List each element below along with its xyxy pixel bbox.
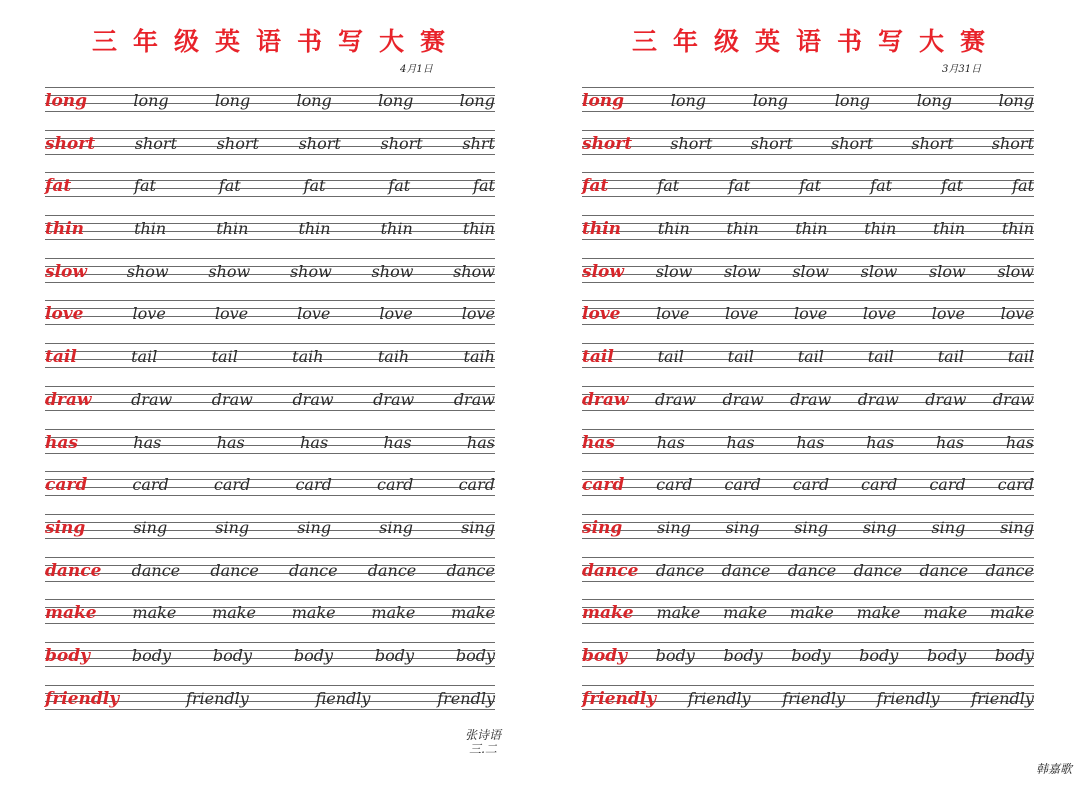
copied-word: fat	[218, 176, 241, 196]
copied-word: has	[133, 432, 162, 452]
practice-row	[582, 382, 1034, 425]
copied-word: slow	[860, 261, 898, 281]
model-word: tail	[582, 347, 614, 368]
copied-word: sing	[133, 517, 168, 537]
copied-word: card	[724, 475, 761, 495]
copied-word: dance	[131, 560, 181, 580]
copied-word: love	[297, 304, 331, 324]
row-words	[45, 213, 495, 243]
copied-word: fat	[473, 176, 495, 196]
row-words	[582, 555, 1034, 585]
copied-word: thin	[1001, 219, 1034, 239]
model-word: short	[45, 133, 96, 154]
practice-row	[582, 296, 1034, 339]
practice-row	[45, 425, 495, 468]
copied-word: body	[994, 645, 1034, 665]
copied-word: fiendly	[315, 688, 371, 708]
copied-word: body	[293, 645, 333, 665]
practice-row	[45, 168, 495, 211]
row-words	[582, 341, 1034, 371]
copied-word: draw	[790, 389, 832, 409]
model-word: draw	[582, 389, 629, 410]
copied-word: dance	[210, 560, 259, 580]
copied-word: short	[670, 133, 713, 153]
copied-word: tail	[211, 347, 238, 367]
copied-word: card	[458, 475, 495, 495]
copied-word: draw	[211, 389, 253, 409]
row-words	[582, 597, 1034, 627]
copied-word: shrt	[462, 133, 495, 153]
row-words	[582, 298, 1034, 328]
copied-word: short	[134, 133, 177, 153]
row-words	[45, 170, 495, 200]
model-word: dance	[582, 560, 639, 581]
copied-word: make	[291, 603, 336, 623]
copied-word: card	[377, 475, 414, 495]
copied-word: short	[750, 133, 793, 153]
model-word: sing	[45, 517, 86, 538]
copied-word: love	[793, 304, 828, 324]
copied-word: slow	[929, 261, 966, 281]
student-signature: 韩嘉歌	[1036, 762, 1073, 776]
model-word: long	[45, 91, 88, 111]
copied-word: sing	[794, 517, 829, 537]
copied-word: friendly	[185, 688, 249, 708]
copied-word: card	[213, 475, 251, 495]
copied-word: love	[725, 304, 759, 324]
copied-word: body	[131, 645, 171, 665]
practice-row	[582, 467, 1034, 510]
copied-word: sing	[1000, 517, 1034, 537]
row-words	[582, 469, 1034, 499]
copied-word: dance	[853, 560, 903, 580]
copied-word: body	[655, 645, 695, 665]
row-words	[582, 384, 1034, 414]
copied-word: make	[212, 603, 256, 623]
model-word: slow	[582, 261, 625, 282]
copied-word: thin	[134, 219, 167, 239]
model-word: short	[582, 133, 633, 154]
copied-word: short	[298, 133, 341, 153]
copied-word: sing	[461, 517, 495, 537]
model-word: make	[45, 603, 97, 624]
copied-word: long	[296, 91, 332, 110]
copied-word: slow	[792, 261, 829, 281]
copied-word: make	[371, 603, 416, 623]
row-words	[582, 256, 1034, 286]
row-words	[582, 170, 1034, 200]
practice-row	[45, 553, 495, 596]
model-word: draw	[45, 389, 92, 410]
copied-word: long	[752, 91, 789, 110]
practice-row	[45, 510, 495, 553]
copied-word: card	[295, 475, 332, 495]
copied-word: thin	[462, 219, 495, 239]
model-word: make	[582, 603, 634, 624]
copied-word: long	[998, 91, 1034, 110]
copied-word: fat	[303, 176, 326, 196]
copied-word: fat	[388, 176, 411, 196]
model-word: has	[582, 432, 615, 453]
copied-word: dance	[655, 560, 705, 580]
copied-word: slow	[724, 261, 761, 281]
copied-word: thin	[216, 219, 249, 239]
row-words	[45, 555, 495, 585]
copied-word: dance	[787, 560, 837, 580]
copied-word: thin	[657, 219, 690, 239]
copied-word: long	[459, 91, 495, 110]
sheet-title: 三年级英语书写大赛	[632, 27, 1002, 56]
copied-word: long	[834, 91, 870, 110]
copied-word: card	[132, 475, 169, 495]
copied-word: love	[931, 304, 966, 324]
model-word: friendly	[582, 688, 657, 709]
practice-row	[582, 339, 1034, 382]
copied-word: long	[916, 91, 952, 110]
copied-word: tail	[131, 347, 158, 367]
sheet-date: 3月31日	[942, 64, 982, 75]
copied-word: thin	[795, 219, 828, 239]
copied-word: thin	[380, 219, 413, 239]
practice-row	[582, 681, 1034, 724]
model-word: tail	[45, 347, 77, 368]
row-words	[45, 384, 495, 414]
copied-word: dance	[721, 560, 771, 580]
practice-row	[45, 126, 495, 169]
copied-word: thin	[933, 219, 966, 239]
student-signature	[465, 728, 501, 756]
copied-word: fat	[728, 176, 751, 196]
copied-word: dance	[985, 560, 1034, 580]
copied-word: draw	[131, 389, 173, 409]
copied-word: love	[379, 304, 413, 324]
copied-word: short	[216, 133, 259, 153]
row-words	[45, 683, 495, 713]
copied-word: make	[132, 603, 177, 623]
copied-word: body	[723, 645, 763, 665]
signature-name: 张诗语	[465, 728, 502, 742]
row-words	[45, 298, 495, 328]
model-word: thin	[582, 219, 622, 240]
model-word: friendly	[45, 688, 120, 709]
practice-row	[45, 296, 495, 339]
model-word: dance	[45, 560, 102, 581]
copied-word: dance	[367, 560, 417, 580]
practice-row	[582, 425, 1034, 468]
copied-word: show	[371, 261, 414, 281]
copied-word: fat	[941, 176, 964, 196]
copied-word: short	[380, 133, 423, 153]
copied-word: short	[830, 133, 874, 153]
practice-row	[582, 83, 1034, 126]
row-words	[582, 213, 1034, 243]
copied-word: body	[374, 645, 414, 665]
right-writing-sheet	[540, 0, 1080, 787]
copied-word: tail	[797, 347, 824, 367]
copied-word: long	[670, 91, 707, 110]
row-words	[582, 640, 1034, 670]
row-words	[45, 469, 495, 499]
copied-word: show	[126, 261, 169, 281]
copied-word: dance	[919, 560, 969, 580]
practice-row	[45, 595, 495, 638]
copied-word: friendly	[971, 688, 1034, 708]
practice-row	[582, 510, 1034, 553]
copied-word: has	[383, 432, 412, 452]
model-word: body	[45, 645, 90, 666]
copied-word: make	[656, 603, 701, 623]
practice-row	[582, 553, 1034, 596]
copied-word: tail	[1007, 347, 1034, 367]
copied-word: make	[723, 603, 768, 623]
signature-class: 三.二	[469, 742, 497, 756]
copied-word: draw	[992, 389, 1034, 409]
copied-word: has	[466, 432, 495, 452]
practice-rows	[582, 83, 1034, 723]
copied-word: tail	[867, 347, 894, 367]
copied-word: has	[300, 432, 329, 452]
copied-word: tail	[727, 347, 754, 367]
copied-word: has	[656, 432, 685, 452]
row-words	[45, 427, 495, 457]
model-word: love	[45, 304, 84, 325]
copied-word: dance	[289, 560, 338, 580]
copied-word: friendly	[782, 688, 846, 708]
copied-word: card	[792, 475, 830, 495]
row-words	[45, 341, 495, 371]
row-words	[582, 683, 1034, 713]
practice-rows	[45, 83, 495, 723]
copied-word: friendly	[876, 688, 940, 708]
copied-word: sing	[931, 517, 966, 537]
copied-word: taih	[463, 347, 495, 367]
copied-word: has	[796, 432, 825, 452]
copied-word: thin	[864, 219, 897, 239]
practice-row	[582, 126, 1034, 169]
row-words	[45, 597, 495, 627]
practice-row	[582, 168, 1034, 211]
model-word: card	[45, 475, 88, 496]
model-word: fat	[582, 176, 609, 197]
row-words	[45, 512, 495, 542]
row-words	[45, 85, 495, 115]
copied-word: dance	[446, 560, 495, 580]
copied-word: fat	[657, 176, 680, 196]
copied-word: draw	[857, 389, 899, 409]
row-words	[582, 128, 1034, 158]
copied-word: draw	[373, 389, 415, 409]
copied-word: fat	[134, 176, 156, 196]
copied-word: draw	[453, 389, 495, 409]
copied-word: body	[859, 645, 899, 665]
copied-word: fat	[870, 176, 893, 196]
practice-row	[45, 254, 495, 297]
copied-word: show	[208, 261, 251, 281]
copied-word: slow	[997, 261, 1034, 281]
copied-word: has	[216, 432, 245, 452]
copied-word: show	[453, 261, 495, 281]
copied-word: thin	[726, 219, 759, 239]
practice-row	[45, 681, 495, 724]
copied-word: tail	[937, 347, 964, 367]
copied-word: short	[991, 133, 1034, 153]
row-words	[45, 256, 495, 286]
copied-word: short	[911, 133, 954, 153]
copied-word: has	[866, 432, 895, 452]
model-word: body	[582, 645, 627, 666]
sheet-title: 三年级英语书写大赛	[92, 27, 462, 56]
row-words	[582, 512, 1034, 542]
copied-word: sing	[379, 517, 414, 537]
copied-word: draw	[654, 389, 697, 409]
practice-row	[45, 382, 495, 425]
row-words	[45, 640, 495, 670]
copied-word: thin	[298, 219, 331, 239]
copied-word: card	[929, 475, 966, 495]
copied-word: taih	[292, 347, 324, 367]
model-word: has	[45, 432, 78, 453]
copied-word: slow	[655, 261, 693, 281]
copied-word: has	[936, 432, 965, 452]
copied-word: make	[451, 603, 495, 623]
row-words	[582, 85, 1034, 115]
practice-row	[582, 595, 1034, 638]
copied-word: make	[990, 603, 1034, 623]
copied-word: body	[791, 645, 831, 665]
copied-word: love	[461, 304, 495, 324]
copied-word: card	[861, 475, 898, 495]
copied-word: sing	[725, 517, 760, 537]
model-word: long	[582, 91, 625, 111]
copied-word: long	[214, 91, 251, 110]
row-words	[582, 427, 1034, 457]
copied-word: make	[856, 603, 901, 623]
copied-word: taih	[377, 347, 410, 367]
copied-word: fat	[799, 176, 822, 196]
model-word: slow	[45, 261, 88, 282]
model-word: sing	[582, 517, 623, 538]
copied-word: make	[923, 603, 968, 623]
copied-word: body	[455, 645, 495, 665]
model-word: card	[582, 475, 625, 496]
copied-word: long	[133, 91, 169, 110]
copied-word: card	[656, 475, 693, 495]
copied-word: sing	[862, 517, 897, 537]
copied-word: love	[1000, 304, 1034, 324]
copied-word: sing	[215, 517, 250, 537]
model-word: fat	[45, 176, 72, 197]
copied-word: show	[289, 261, 332, 281]
copied-word: has	[726, 432, 755, 452]
copied-word: love	[132, 304, 166, 324]
copied-word: love	[656, 304, 690, 324]
practice-row	[45, 211, 495, 254]
practice-row	[582, 638, 1034, 681]
copied-word: friendly	[687, 688, 751, 708]
copied-word: tail	[657, 347, 684, 367]
model-word: thin	[45, 219, 85, 240]
practice-row	[45, 83, 495, 126]
copied-word: love	[214, 304, 249, 324]
copied-word: draw	[722, 389, 764, 409]
copied-word: love	[862, 304, 897, 324]
copied-word: sing	[657, 517, 691, 537]
copied-word: body	[926, 645, 967, 665]
copied-word: draw	[925, 389, 967, 409]
practice-row	[582, 254, 1034, 297]
copied-word: make	[789, 603, 834, 623]
model-word: love	[582, 304, 621, 325]
copied-word: frendly	[437, 688, 495, 708]
practice-row	[45, 467, 495, 510]
practice-row	[45, 638, 495, 681]
row-words	[45, 128, 495, 158]
sheet-date: 4月1日	[400, 64, 433, 75]
copied-word: fat	[1012, 176, 1034, 196]
copied-word: card	[997, 475, 1034, 495]
practice-row	[45, 339, 495, 382]
copied-word: has	[1005, 432, 1034, 452]
copied-word: sing	[297, 517, 332, 537]
copied-word: draw	[292, 389, 334, 409]
copied-word: long	[378, 91, 414, 110]
practice-row	[582, 211, 1034, 254]
copied-word: body	[212, 645, 252, 665]
